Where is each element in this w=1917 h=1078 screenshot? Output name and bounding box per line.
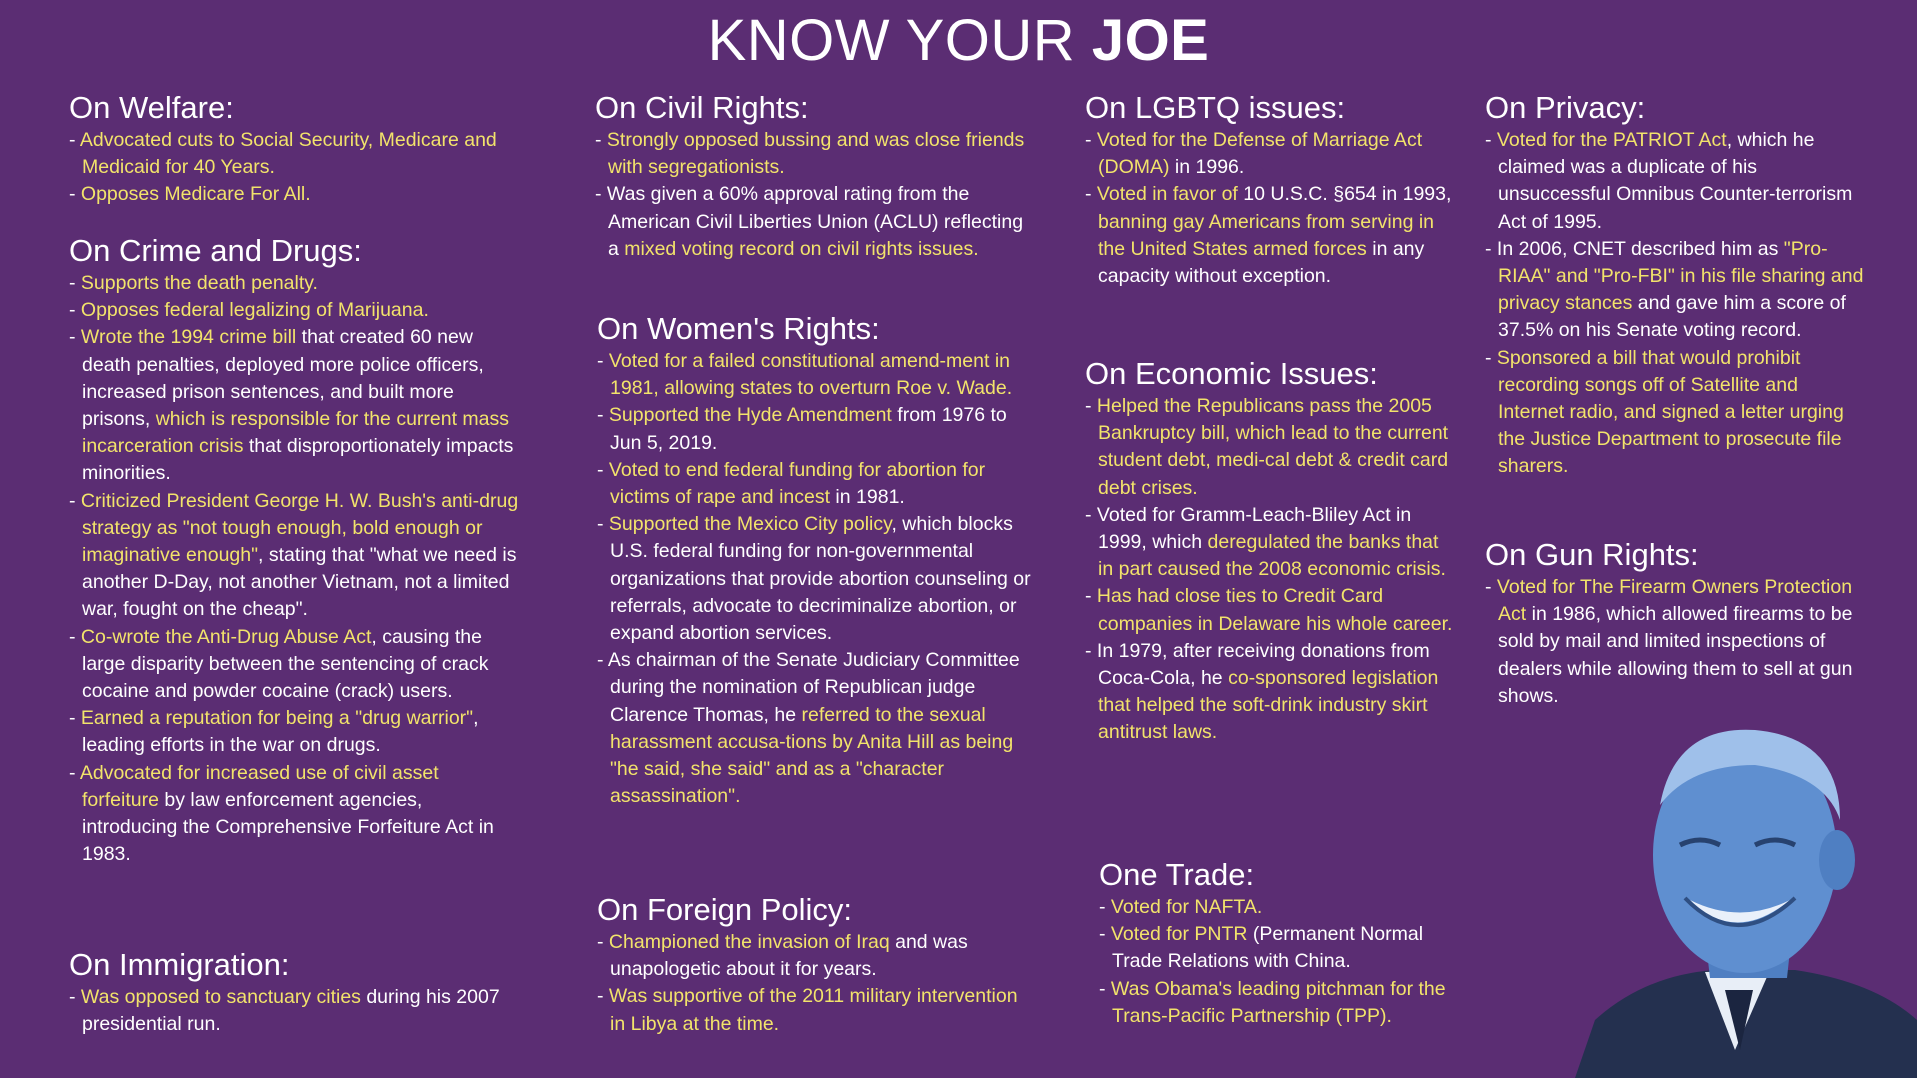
highlighted-text: referred to the sexual harassment accusa-tions by Anita Hill as being "he said, she said" and as a "character assassination". [610, 703, 1014, 808]
body-text: , which he claimed was a duplicate of his unsuccessful Omnibus Counter-terrorism Act of 1995. [1498, 129, 1853, 233]
highlighted-text: Was Obama's leading pitchman for the Trans-Pacific Partnership (TPP). [1110, 977, 1446, 1027]
section-heading: On Privacy: [1485, 90, 1646, 125]
body-text: , causing the large disparity between the sentencing of crack cocaine and powder cocaine (crack) users. [82, 625, 489, 703]
bullet-item [1485, 127, 1865, 236]
section-trade [1099, 857, 1471, 1030]
bullet-item [597, 647, 1031, 810]
section-womens-rights [597, 311, 1031, 810]
body-text: Was given a 60% approval rating from the American Civil Liberties Union (ACLU) reflecting a [606, 183, 1024, 260]
body-text: in 1996. [1169, 156, 1245, 179]
highlighted-text: Voted for PNTR [1110, 923, 1248, 946]
bullet-item [69, 270, 519, 297]
bullet-item [1085, 638, 1457, 747]
bullet-item [69, 297, 519, 324]
bullet-list [1085, 393, 1457, 747]
section-heading: On Economic Issues: [1085, 356, 1378, 391]
highlighted-text: Supports the death penalty. [80, 272, 318, 294]
highlighted-text: Voted in favor of [1096, 183, 1238, 206]
section-heading: On Welfare: [69, 90, 234, 125]
highlighted-text: Wrote the 1994 crime bill [80, 326, 297, 349]
highlighted-text: Helped the Republicans pass the 2005 Bankruptcy bill, which lead to the current student debt, medi-cal debt & credit card debt crises. [1096, 395, 1449, 499]
bullet-item [1099, 976, 1471, 1030]
section-crime-and-drugs [69, 233, 519, 868]
body-text: (Permanent Normal Trade Relations with China. [1112, 923, 1424, 973]
body-text: that disproportionately impacts minorities. [82, 435, 514, 485]
bullet-item [597, 929, 1031, 983]
bullet-item [69, 705, 519, 759]
bullet-item [69, 181, 519, 208]
section-lgbtq [1085, 90, 1457, 290]
body-text: that created 60 new death penalties, deployed more police officers, increased prison sentences, and built more prisons, [82, 326, 484, 431]
bullet-item [597, 402, 1031, 456]
bullet-list [595, 127, 1031, 263]
body-text: in any capacity without exception. [1098, 237, 1425, 288]
highlighted-text: Voted to end federal funding for abortion for victims of rape and incest [608, 458, 986, 509]
highlighted-text: Was opposed to sanctuary cities [80, 986, 361, 1008]
section-heading: On Women's Rights: [597, 311, 880, 346]
highlighted-text: which is responsible for the current mass incarceration crisis [82, 408, 510, 458]
bullet-item [595, 181, 1031, 263]
body-text: 10 U.S.C. §654 in 1993, [1237, 183, 1452, 206]
bullet-item [595, 127, 1031, 181]
body-text: by law enforcement agencies, introducing the Comprehensive Forfeiture Act in 1983. [82, 788, 494, 866]
highlighted-text: Strongly opposed bussing and was close friends with segregationists. [606, 129, 1025, 179]
bullet-item [1085, 393, 1457, 502]
highlighted-text: Sponsored a bill that would prohibit recording songs off of Satellite and Internet radio, and signed a letter urging the Justice Department to prosecute file sharers. [1496, 346, 1844, 478]
title-prefix: KNOW YOUR [707, 8, 1076, 73]
highlighted-text: Supported the Mexico City policy [608, 513, 892, 536]
section-immigration [69, 947, 519, 1038]
section-civil-rights [595, 90, 1031, 263]
body-text: during his 2007 presidential run. [82, 986, 500, 1036]
highlighted-text: banning gay Americans from serving in the United States armed forces [1098, 210, 1435, 260]
body-text: , stating that "what we need is another D-Day, not another Vietnam, not a limited war, fought on the cheap". [82, 544, 517, 621]
bullet-item [1085, 502, 1457, 584]
page-title [0, 6, 1917, 76]
bullet-item [597, 457, 1031, 511]
highlighted-text: Voted for NAFTA. [1110, 896, 1263, 918]
section-privacy [1485, 90, 1865, 481]
bullet-item [597, 511, 1031, 647]
body-text: in 1986, which allowed firearms to be sold by mail and limited inspections of dealers while allowing them to sell at gun shows. [1498, 603, 1853, 707]
bullet-list [597, 348, 1031, 810]
section-foreign-policy [597, 892, 1031, 1038]
body-text: in 1981. [830, 486, 905, 509]
section-gun-rights [1485, 537, 1865, 710]
bullet-item [1085, 127, 1457, 181]
body-text: and was unapologetic about it for years. [610, 931, 968, 981]
highlighted-text: "Pro-RIAA" and "Pro-FBI" in his file sharing and privacy stances [1498, 237, 1864, 315]
body-text: from 1976 to Jun 5, 2019. [610, 404, 1007, 454]
section-heading: On Crime and Drugs: [69, 233, 362, 268]
bullet-item [1485, 236, 1865, 345]
bullet-item [597, 348, 1031, 402]
highlighted-text: Advocated for increased use of civil asset forfeiture [79, 761, 439, 811]
bullet-item [69, 127, 519, 181]
body-text: , leading efforts in the war on drugs. [82, 707, 479, 757]
body-text: In 1979, after receiving donations from Coca-Cola, he [1096, 639, 1430, 690]
section-economic-issues [1085, 356, 1457, 747]
bullet-item [1485, 345, 1865, 481]
highlighted-text: co-sponsored legislation that helped the soft-drink industry skirt antitrust laws. [1098, 667, 1439, 744]
bullet-list [1485, 574, 1865, 710]
body-text: As chairman of the Senate Judiciary Committee during the nomination of Republican judge Clarence Thomas, he [607, 649, 1020, 726]
bullet-list [1099, 894, 1471, 1030]
bullet-item [1485, 574, 1865, 710]
bullet-item [1099, 894, 1471, 921]
highlighted-text: Co-wrote the Anti-Drug Abuse Act [80, 625, 372, 648]
highlighted-text: mixed voting record on civil rights issues. [624, 237, 979, 260]
highlighted-text: Opposes Medicare For All. [80, 183, 311, 206]
bullet-item [69, 760, 519, 869]
highlighted-text: Was supportive of the 2011 military intervention in Libya at the time. [608, 985, 1018, 1035]
body-text: , which blocks U.S. federal funding for non-governmental organizations that provide abortion counseling or referrals, advocate to decriminalize abortion, or expand abortion services. [610, 513, 1031, 645]
portrait-image [1555, 720, 1917, 1078]
section-heading: One Trade: [1099, 857, 1255, 892]
highlighted-text: Opposes federal legalizing of Marijuana. [80, 299, 429, 322]
bullet-item [69, 984, 519, 1038]
bullet-item [1099, 921, 1471, 975]
section-heading: On Civil Rights: [595, 90, 809, 125]
title-emphasis: JOE [1091, 8, 1210, 73]
bullet-item [1085, 583, 1457, 637]
bullet-list [69, 270, 519, 868]
highlighted-text: Supported the Hyde Amendment [608, 404, 892, 427]
bullet-item [1085, 181, 1457, 290]
bullet-item [69, 488, 519, 624]
bullet-list [597, 929, 1031, 1038]
section-welfare [69, 90, 519, 209]
bullet-item [597, 983, 1031, 1037]
highlighted-text: deregulated the banks that in part caused the 2008 economic crisis. [1098, 531, 1446, 581]
bullet-list [1485, 127, 1865, 481]
bullet-list [69, 127, 519, 209]
highlighted-text: Has had close ties to Credit Card companies in Delaware his whole career. [1096, 585, 1453, 635]
highlighted-text: Criticized President George H. W. Bush's anti-drug strategy as "not tough enough, bold enough or imaginative enough" [80, 489, 519, 567]
section-heading: On LGBTQ issues: [1085, 90, 1346, 125]
highlighted-text: Voted for a failed constitutional amend-ment in 1981, allowing states to overturn Roe v. Wade. [608, 350, 1013, 400]
body-text: In 2006, CNET described him as [1496, 237, 1784, 260]
bullet-item [69, 324, 519, 487]
bullet-item [69, 624, 519, 706]
bullet-list [69, 984, 519, 1038]
highlighted-text: Advocated cuts to Social Security, Medicare and Medicaid for 40 Years. [79, 129, 497, 179]
section-heading: On Immigration: [69, 947, 290, 982]
section-heading: On Foreign Policy: [597, 892, 852, 927]
highlighted-text: Championed the invasion of Iraq [608, 931, 890, 953]
section-heading: On Gun Rights: [1485, 537, 1699, 572]
body-text: Voted for Gramm-Leach-Bliley Act in 1999, which [1096, 503, 1412, 554]
highlighted-text: Voted for The Firearm Owners Protection Act [1496, 576, 1853, 626]
highlighted-text: Voted for the PATRIOT Act [1496, 129, 1727, 151]
body-text: and gave him a score of 37.5% on his Senate voting record. [1498, 292, 1846, 342]
bullet-list [1085, 127, 1457, 290]
highlighted-text: Voted for the Defense of Marriage Act (DOMA) [1096, 129, 1423, 179]
highlighted-text: Earned a reputation for being a "drug warrior" [80, 707, 474, 730]
